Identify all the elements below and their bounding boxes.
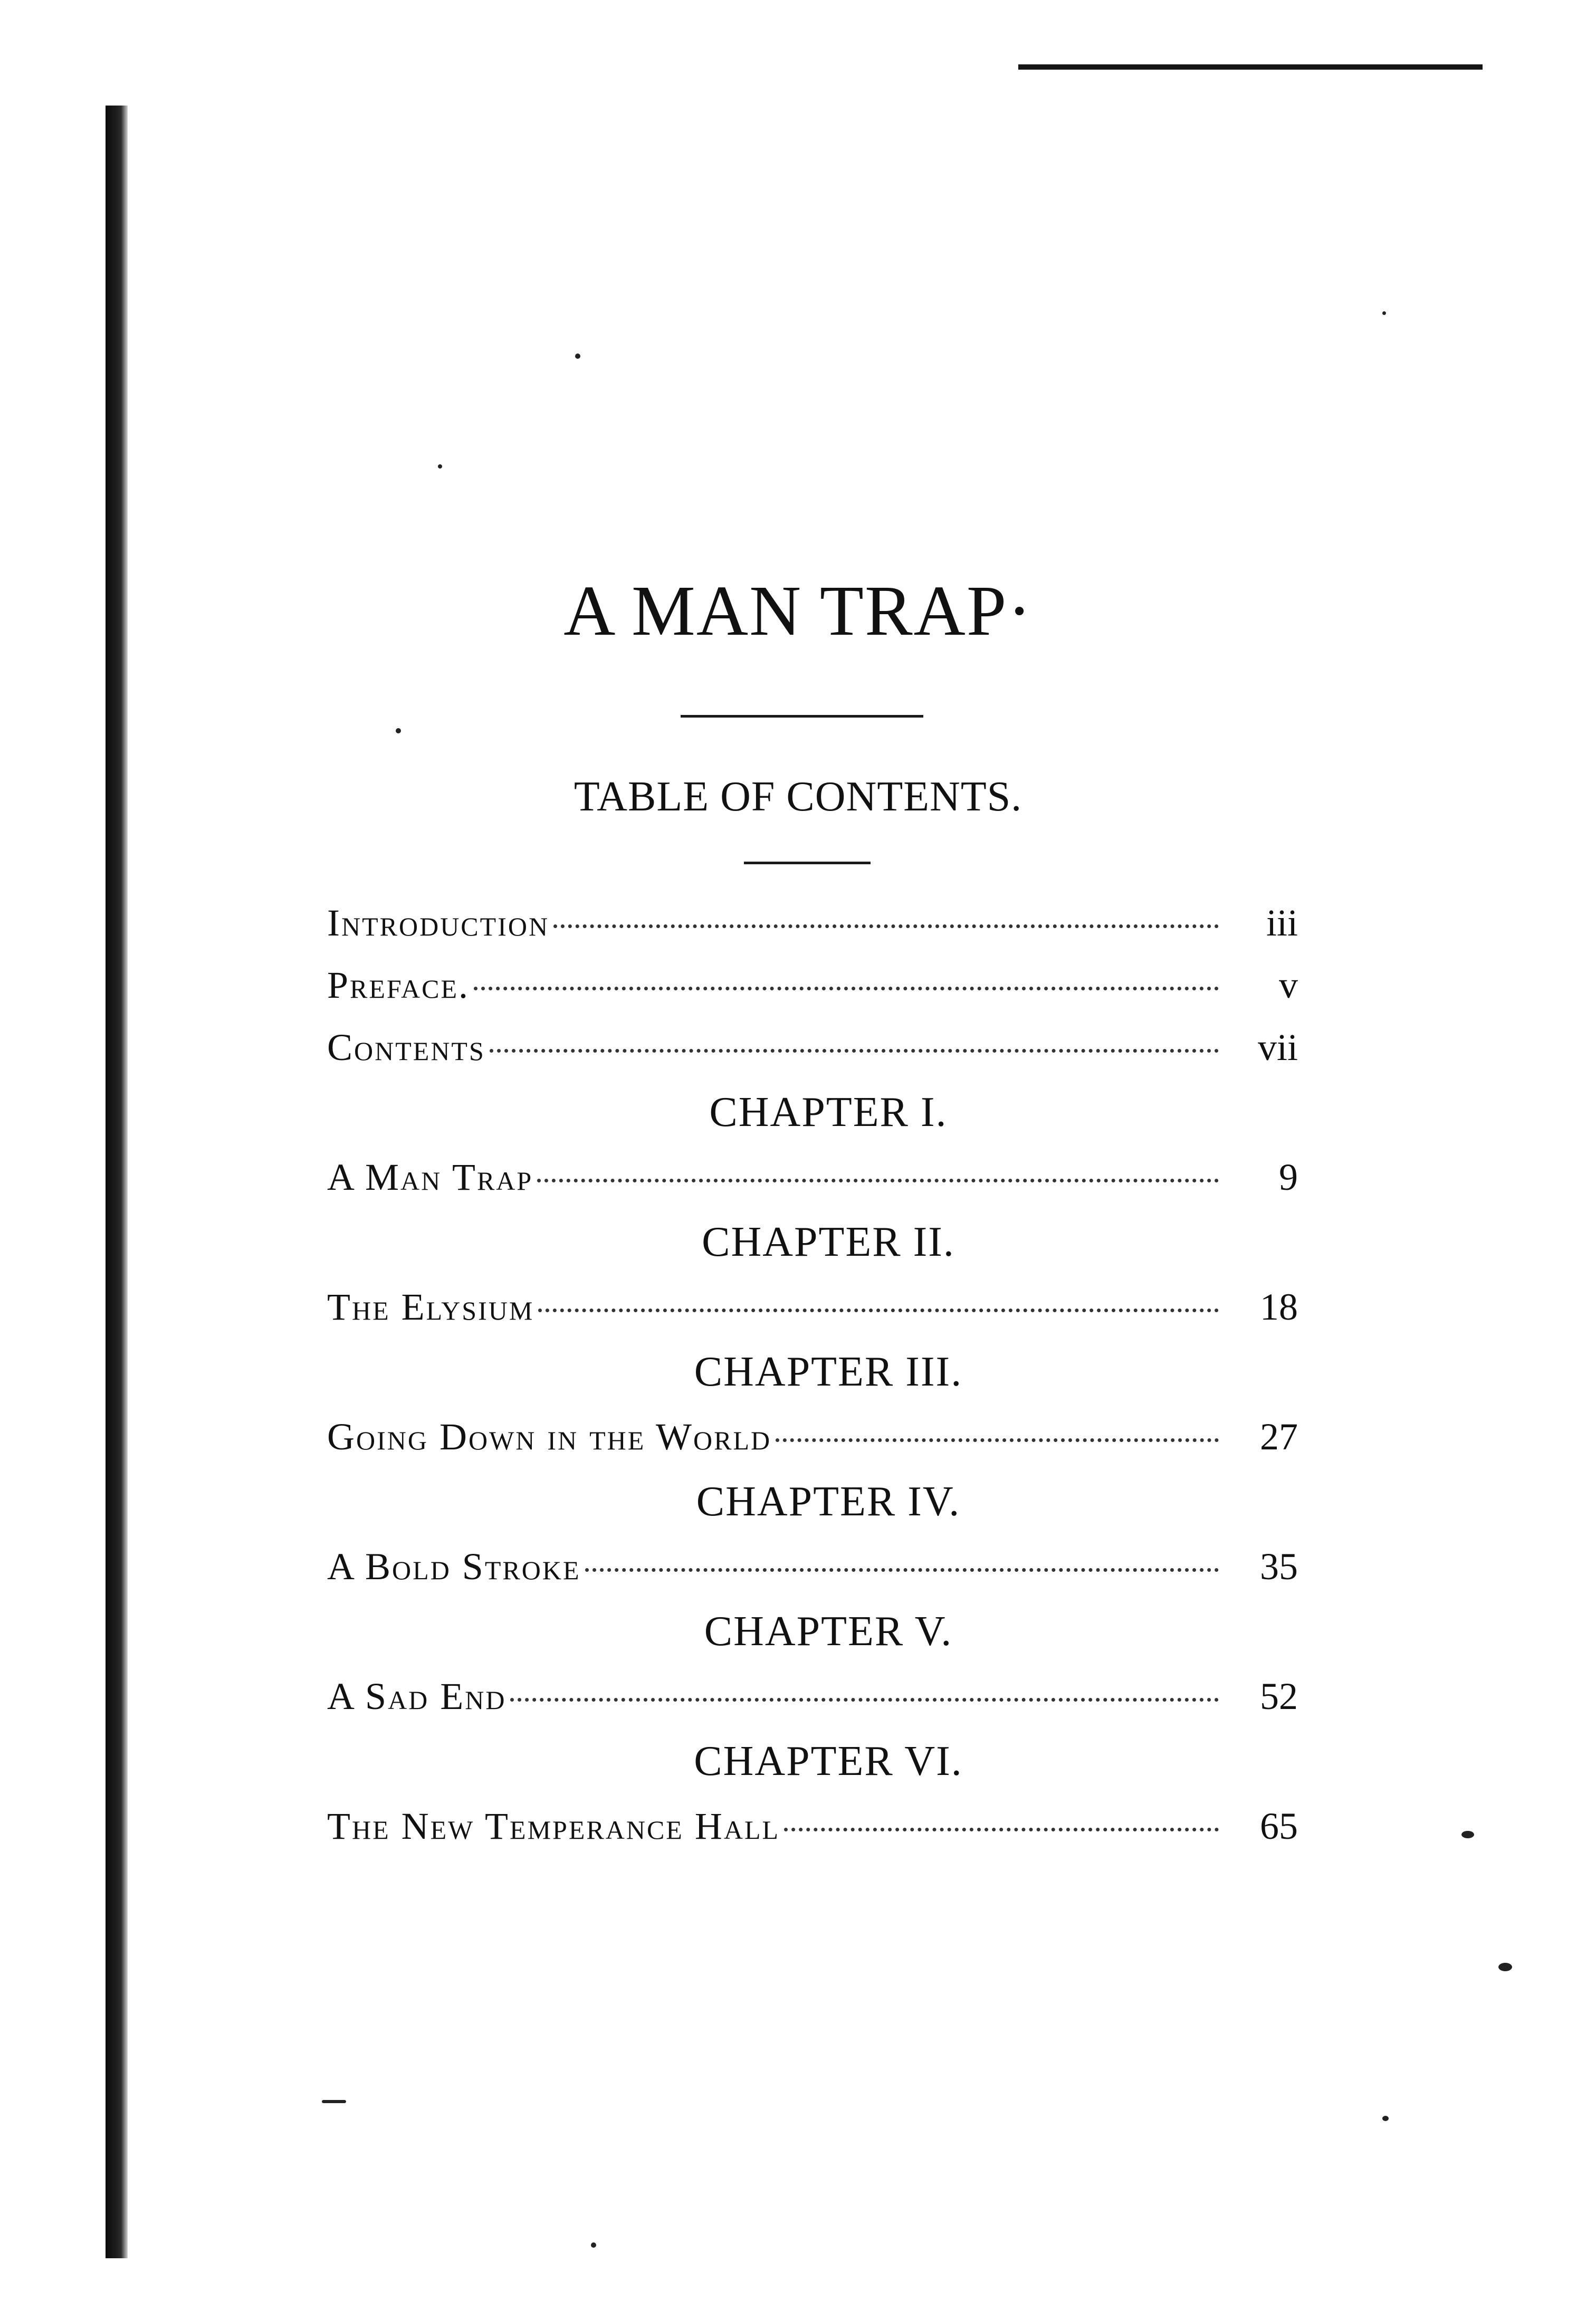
- table-of-contents: [327, 892, 1298, 1857]
- dot-leader: [510, 1698, 1219, 1702]
- heading-divider: [744, 862, 871, 864]
- chapter-heading: CHAPTER I.: [709, 1089, 948, 1135]
- toc-entry-page: 65: [1260, 1805, 1298, 1847]
- toc-entry-page: 35: [1260, 1545, 1298, 1588]
- chapter-heading: CHAPTER II.: [702, 1219, 955, 1265]
- dot-leader: [490, 1049, 1219, 1053]
- toc-entry-title: A Man Trap: [327, 1156, 533, 1198]
- toc-entry-title: Contents: [327, 1026, 485, 1068]
- dot-leader: [538, 1309, 1219, 1312]
- ink-speck: [1498, 1963, 1512, 1971]
- dot-leader: [784, 1828, 1219, 1831]
- dot-leader: [553, 924, 1219, 928]
- book-spine-shadow: [106, 106, 128, 2258]
- toc-entry-chapter-5: [327, 1665, 1298, 1727]
- toc-entry-chapter-2: [327, 1276, 1298, 1338]
- toc-entry-contents: [327, 1016, 1298, 1078]
- toc-entry-page: 27: [1260, 1416, 1298, 1458]
- ink-speck: [1382, 2116, 1389, 2121]
- toc-entry-chapter-3: [327, 1406, 1298, 1468]
- toc-entry-title: The New Temperance Hall: [327, 1805, 780, 1847]
- toc-entry-chapter-1: [327, 1146, 1298, 1208]
- dot-leader: [537, 1179, 1219, 1182]
- toc-entry-title: The Elysium: [327, 1286, 534, 1328]
- ink-dash: [322, 2100, 346, 2103]
- toc-entry-title: A Bold Stroke: [327, 1545, 581, 1588]
- dot-leader: [585, 1568, 1219, 1572]
- chapter-heading: CHAPTER V.: [704, 1608, 953, 1655]
- ink-speck: [438, 464, 442, 469]
- toc-entry-page: 9: [1279, 1156, 1298, 1198]
- ink-speck: [1461, 1831, 1474, 1838]
- chapter-heading: CHAPTER III.: [694, 1349, 963, 1395]
- toc-entry-page: iii: [1266, 902, 1298, 944]
- toc-entry-page: v: [1279, 964, 1298, 1006]
- top-edge-rule: [1018, 64, 1483, 70]
- dot-leader: [776, 1438, 1219, 1442]
- dot-leader: [474, 987, 1219, 990]
- chapter-heading: CHAPTER VI.: [694, 1738, 963, 1784]
- toc-entry-page: vii: [1257, 1026, 1298, 1068]
- toc-entry-page: 52: [1260, 1675, 1298, 1717]
- toc-entry-chapter-6: [327, 1795, 1298, 1857]
- ink-speck: [1382, 311, 1386, 315]
- toc-entry-title: Preface.: [327, 964, 470, 1006]
- toc-entry-preface: [327, 954, 1298, 1016]
- ink-speck: [396, 728, 401, 733]
- toc-entry-title: Going Down in the World: [327, 1416, 772, 1458]
- toc-entry-chapter-4: [327, 1535, 1298, 1598]
- toc-entry-title: A Sad End: [327, 1675, 506, 1717]
- toc-entry-title: Introduction: [327, 902, 550, 944]
- ink-speck: [575, 354, 580, 359]
- toc-entry-introduction: [327, 892, 1298, 954]
- toc-heading: TABLE OF CONTENTS.: [574, 774, 1022, 820]
- toc-entry-page: 18: [1260, 1286, 1298, 1328]
- chapter-heading: CHAPTER IV.: [696, 1478, 961, 1525]
- ink-speck: [591, 2242, 596, 2248]
- title-divider: [681, 715, 923, 718]
- book-title: A MAN TRAP·: [563, 571, 1033, 651]
